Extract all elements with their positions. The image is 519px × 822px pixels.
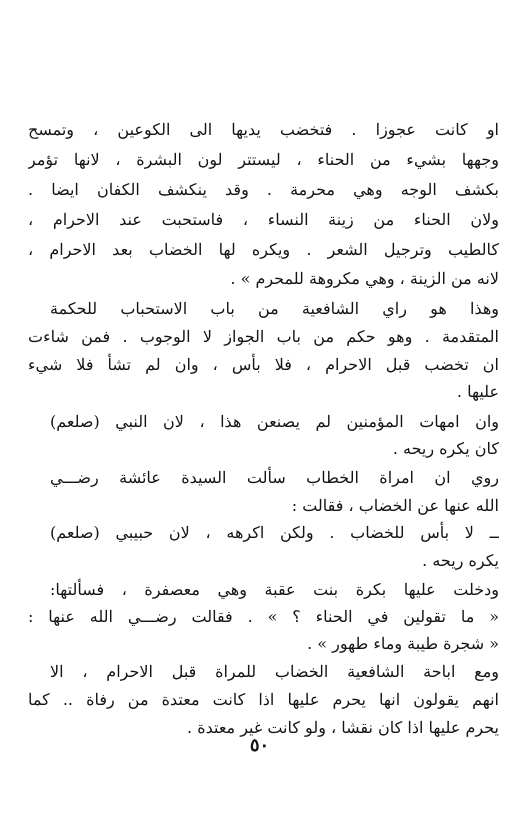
paragraph-first-line: روي ان امراة الخطاب سألت السيدة عائشة رضـــي <box>50 468 499 487</box>
text-line: انهم يقولون انها يحرم عليها اذا كانت معتدة من رفاة .. كما <box>28 690 499 709</box>
text-line: كالطيب وترجيل الشعر . ويكره لها الخضاب بعد الاحرام ، <box>28 240 499 259</box>
text-line: ولان الحناء من زينة النساء ، فاستحبت عند الاحرام ، <box>28 210 499 229</box>
text-line: ان تخضب قبل الاحرام ، فلا بأس ، وان لم تشأ فلا شيء <box>28 355 499 374</box>
dialogue-line: ــ لا بأس للخضاب . ولكن اكرهه ، لان حبيبي (صلعم) <box>50 523 499 542</box>
text-line: وجهها بشيء من الحناء ، ليستتر لون البشرة ، لانها تؤمر <box>28 150 499 169</box>
text-line: او كانت عجوزا . فتخضب يديها الى الكوعين ، وتمسح <box>28 120 499 139</box>
text-line: عليها . <box>456 382 499 401</box>
paragraph-first-line: وهذا هو راي الشافعية من باب الاستحباب للحكمة <box>50 299 499 318</box>
quote-line: « ما تقولين في الحناء ؟ » . فقالت رضـــي الله عنها : <box>28 607 499 626</box>
page-number: ٥٠ <box>249 735 270 756</box>
text-line: يحرم عليها اذا كان نقشا ، ولو كانت غير معتدة . <box>187 718 499 737</box>
text-line: الله عنها عن الخضاب ، فقالت : <box>291 496 499 515</box>
text-line: بكشف الوجه وهي محرمة . وقد ينكشف الكفان ايضا . <box>28 180 499 199</box>
text-line: المتقدمة . وهو حكم من باب الجواز لا الوجوب . فمن شاءت <box>28 327 499 346</box>
text-line: لانه من الزينة ، وهي مكروهة للمحرم » . <box>230 269 499 288</box>
text-line: كان يكره ريحه . <box>392 439 499 458</box>
paragraph-first-line: ومع اباحة الشافعية الخضاب للمراة قبل الاحرام ، الا <box>50 662 499 681</box>
quote-line: « شجرة طيبة وماء طهور » . <box>307 634 499 653</box>
text-line: يكره ريحه . <box>422 551 499 570</box>
paragraph-first-line: ودخلت عليها بكرة بنت عقبة وهي معصفرة ، فسألتها: <box>50 580 499 599</box>
paragraph-first-line: وان امهات المؤمنين لم يصنعن هذا ، لان النبي (صلعم) <box>50 412 499 431</box>
